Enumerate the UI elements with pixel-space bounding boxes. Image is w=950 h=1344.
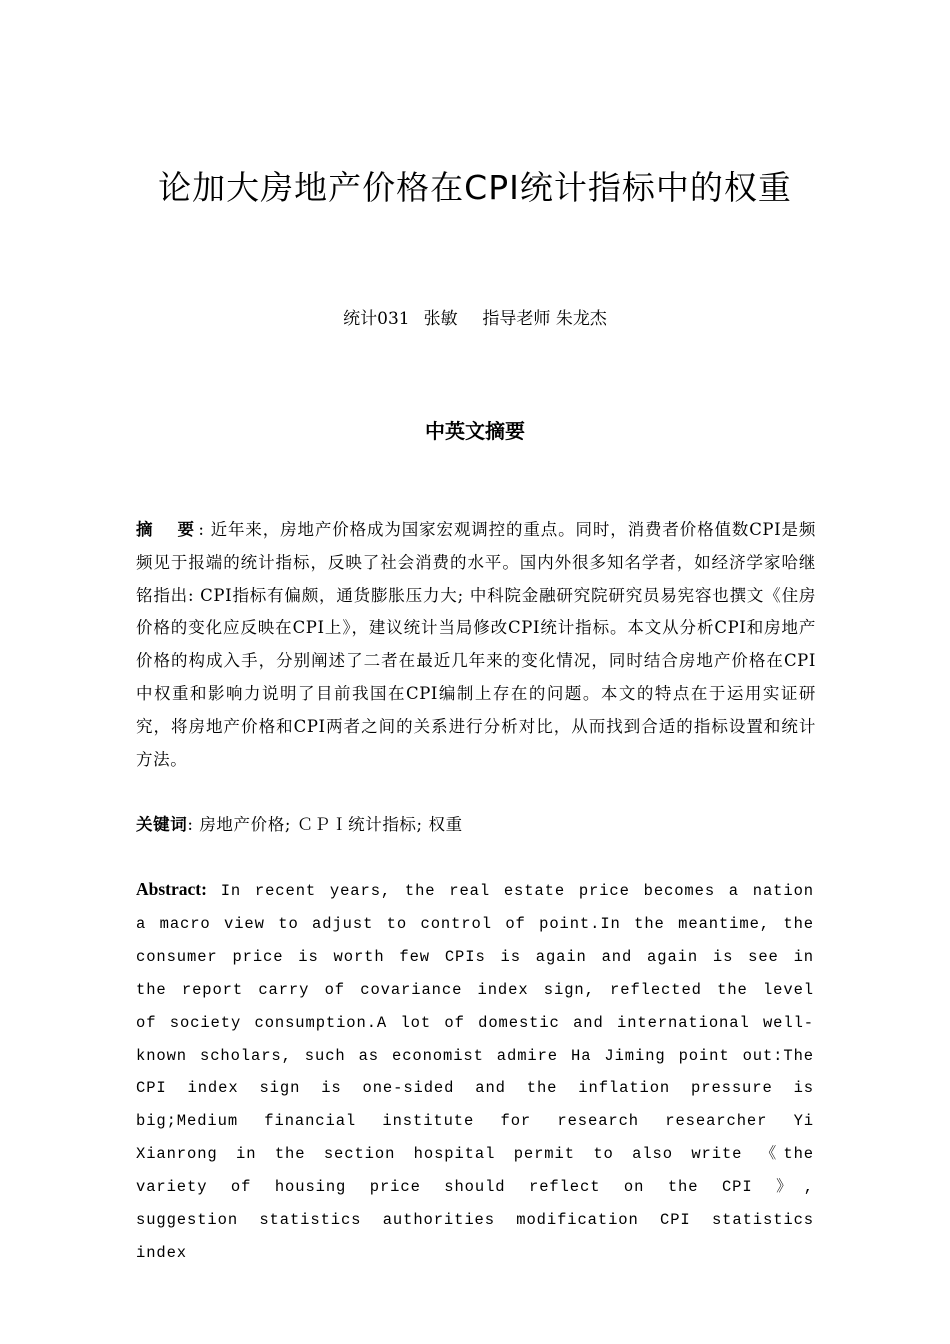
advisor-name: 指导老师 朱龙杰 (482, 309, 607, 329)
document-title: 论加大房地产价格在CPI统计指标中的权重 (158, 168, 792, 207)
chinese-abstract-text: : 近年来，房地产价格成为国家宏观调控的重点。同时，消费者价格值数CPI是频频见于报端的统计指标，反映了社会消费的水平。国内外很多知名学者，如经济学家哈继铭指出: CPI指标有偏颇，通货膨胀压力大; 中科院金融研究院研究员易宪容也撰文《住房价格的变化应反映在CPI上》，建议统计当局修改CPI统计指标。本文从分析CPI和房地产价格的构成入手，分别阐述了二者在最近几年来的变化情况，同时结合房地产价格在CPI中权重和影响力说明了目前我国在CPI编制上存在的问题。本文的特点在于运用实证研究，将房地产价格和CPI两者之间的关系进行分析对比，从而找到合适的指标设置和统计方法。 (136, 520, 816, 769)
keywords (136, 810, 816, 840)
keywords-text: : 房地产价格; ＣＰＩ统计指标; 权重 (187, 815, 463, 834)
english-abstract (136, 873, 814, 1270)
keywords-label: 关键词 (136, 815, 188, 834)
chinese-abstract-label: 摘 要 (136, 520, 199, 539)
section-heading: 中英文摘要 (425, 419, 525, 443)
student-name: 张敏 (423, 309, 458, 329)
author-line (0, 306, 950, 332)
class-id: 统计031 (343, 309, 410, 329)
english-abstract-label: Abstract: (136, 879, 207, 899)
chinese-abstract (136, 514, 816, 776)
english-abstract-text: In recent years, the real estate price becomes a nation a macro view to adjust to control of point.In the meantime, the consumer price is worth few CPIs is again and again is see in the report carry of covariance index sign, reflected the level of society consumption.A lot of domestic and international well-known scholars, such as economist admire Ha Jiming point out:The CPI index sign is one-sided and the inflation pressure is big;Medium financial institute for research researcher Yi Xianrong in the section hospital permit to also write 《the variety of housing price should reflect on the CPI 》, suggestion statistics authorities modification CPI statistics index (136, 882, 814, 1262)
